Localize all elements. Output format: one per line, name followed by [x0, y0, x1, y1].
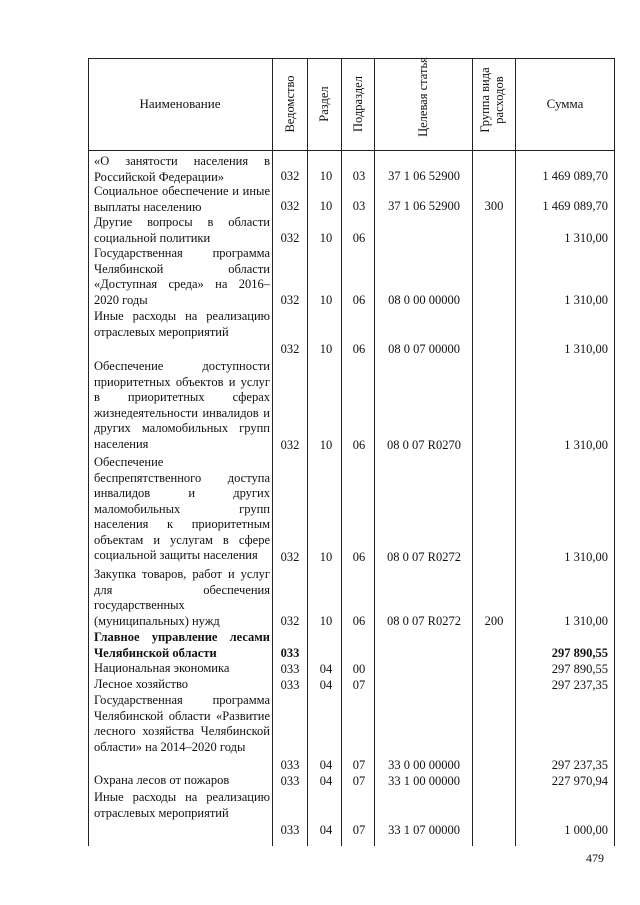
row-podrazdel: 06 — [352, 342, 366, 356]
row-vedomstvo: 032 — [280, 438, 300, 452]
header-vedomstvo: Ведомство — [283, 75, 297, 133]
row-summa: 297 237,35 — [551, 678, 608, 692]
row-podrazdel: 07 — [352, 823, 366, 837]
row-razdel: 10 — [319, 231, 333, 245]
row-name: Государственная программа Челябинской области «Доступная среда» на 2016–2020 годы — [94, 246, 270, 307]
row-vedomstvo: 032 — [280, 293, 300, 307]
row-podrazdel: 07 — [352, 774, 366, 788]
row-gruppa: 300 — [484, 199, 504, 213]
row-podrazdel: 06 — [352, 231, 366, 245]
row-name: Государственная программа Челябинской области «Развитие лесного хозяйства Челябинской области» на 2014–2020 годы — [94, 693, 270, 754]
row-name: Охрана лесов от пожаров — [94, 773, 230, 787]
row-summa: 297 237,35 — [551, 758, 608, 772]
header-celevaya — [416, 57, 430, 137]
row-name: Иные расходы на реализацию отраслевых мероприятий — [94, 309, 270, 339]
row-podrazdel: 06 — [352, 614, 366, 628]
row-name: Лесное хозяйство — [94, 677, 189, 691]
row-podrazdel: 03 — [352, 169, 366, 183]
header-celevaya-text: Целевая статья — [416, 57, 430, 137]
row-name: Обеспечение доступности приоритетных объектов и услуг в приоритетных сферах жизнедеятельности инвалидов и других маломобильных групп населения — [94, 359, 270, 451]
row-razdel: 10 — [319, 550, 333, 564]
row-celevaya: 08 0 07 R0272 — [387, 614, 461, 628]
row-name: Иные расходы на реализацию отраслевых мероприятий — [94, 790, 270, 820]
row-vedomstvo: 032 — [280, 342, 300, 356]
row-summa: 1 469 089,70 — [542, 169, 608, 183]
row-name: «О занятости населения в Российской Федерации» — [94, 154, 270, 184]
row-celevaya: 08 0 07 R0272 — [387, 550, 461, 564]
row-vedomstvo: 032 — [280, 169, 300, 183]
header-podrazdel: Подраздел — [351, 76, 365, 132]
row-name: Закупка товаров, работ и услуг для обеспечения государственных (муниципальных) нужд — [94, 567, 270, 628]
column-divider — [374, 58, 375, 846]
row-celevaya: 33 1 00 00000 — [388, 774, 460, 788]
row-vedomstvo: 032 — [280, 199, 300, 213]
row-vedomstvo: 033 — [280, 678, 300, 692]
row-razdel: 10 — [319, 342, 333, 356]
row-vedomstvo: 033 — [280, 774, 300, 788]
header-gruppa — [478, 56, 506, 144]
row-podrazdel: 07 — [352, 758, 366, 772]
row-gruppa: 200 — [484, 614, 504, 628]
row-razdel: 10 — [319, 614, 333, 628]
row-razdel: 04 — [319, 774, 333, 788]
header-summa: Сумма — [546, 96, 584, 111]
column-divider — [472, 58, 473, 846]
header-razdel: Раздел — [317, 86, 331, 122]
column-divider — [307, 58, 308, 846]
header-bottom-border — [88, 150, 614, 151]
row-summa: 1 310,00 — [564, 342, 608, 356]
row-razdel: 10 — [319, 293, 333, 307]
row-celevaya: 37 1 06 52900 — [388, 199, 460, 213]
row-summa: 297 890,55 — [551, 662, 608, 676]
row-razdel: 04 — [319, 758, 333, 772]
row-name: Национальная экономика — [94, 661, 230, 675]
row-vedomstvo: 032 — [280, 231, 300, 245]
row-razdel: 10 — [319, 438, 333, 452]
table-right-border — [614, 58, 615, 846]
row-podrazdel: 06 — [352, 550, 366, 564]
row-razdel: 04 — [319, 823, 333, 837]
row-podrazdel: 03 — [352, 199, 366, 213]
row-summa: 297 890,55 — [551, 646, 608, 660]
header-gruppa-text: Группа вида расходов — [478, 67, 506, 133]
table-left-border — [88, 58, 89, 846]
row-vedomstvo: 033 — [280, 662, 300, 676]
row-celevaya: 33 1 07 00000 — [388, 823, 460, 837]
row-summa: 1 469 089,70 — [542, 199, 608, 213]
row-vedomstvo: 033 — [280, 758, 300, 772]
row-celevaya: 08 0 07 R0270 — [387, 438, 461, 452]
row-razdel: 04 — [319, 662, 333, 676]
row-vedomstvo: 033 — [280, 823, 300, 837]
row-celevaya: 37 1 06 52900 — [388, 169, 460, 183]
header-name: Наименование — [139, 96, 221, 111]
row-name: Главное управление лесами Челябинской области — [94, 630, 270, 660]
row-summa: 1 310,00 — [564, 293, 608, 307]
row-vedomstvo: 032 — [280, 614, 300, 628]
row-summa: 1 310,00 — [564, 550, 608, 564]
row-summa: 1 310,00 — [564, 438, 608, 452]
page-number: 479 — [586, 851, 604, 865]
row-podrazdel: 07 — [352, 678, 366, 692]
row-vedomstvo: 033 — [280, 646, 300, 660]
row-razdel: 10 — [319, 199, 333, 213]
row-name: Другие вопросы в области социальной политики — [94, 215, 270, 245]
column-divider — [272, 58, 273, 846]
row-summa: 227 970,94 — [551, 774, 608, 788]
row-celevaya: 33 0 00 00000 — [388, 758, 460, 772]
row-name: Социальное обеспечение и иные выплаты населению — [94, 184, 270, 214]
row-razdel: 04 — [319, 678, 333, 692]
row-summa: 1 310,00 — [564, 614, 608, 628]
row-vedomstvo: 032 — [280, 550, 300, 564]
row-summa: 1 310,00 — [564, 231, 608, 245]
table-top-border — [88, 58, 614, 59]
row-podrazdel: 06 — [352, 438, 366, 452]
row-razdel: 10 — [319, 169, 333, 183]
row-podrazdel: 00 — [352, 662, 366, 676]
row-summa: 1 000,00 — [564, 823, 608, 837]
row-name: Обеспечение беспрепятственного доступа инвалидов и других маломобильных групп населения к приоритетным объектам и услугам в сфере социальной защиты населения — [94, 455, 270, 562]
row-celevaya: 08 0 07 00000 — [388, 342, 460, 356]
row-podrazdel: 06 — [352, 293, 366, 307]
row-celevaya: 08 0 00 00000 — [388, 293, 460, 307]
